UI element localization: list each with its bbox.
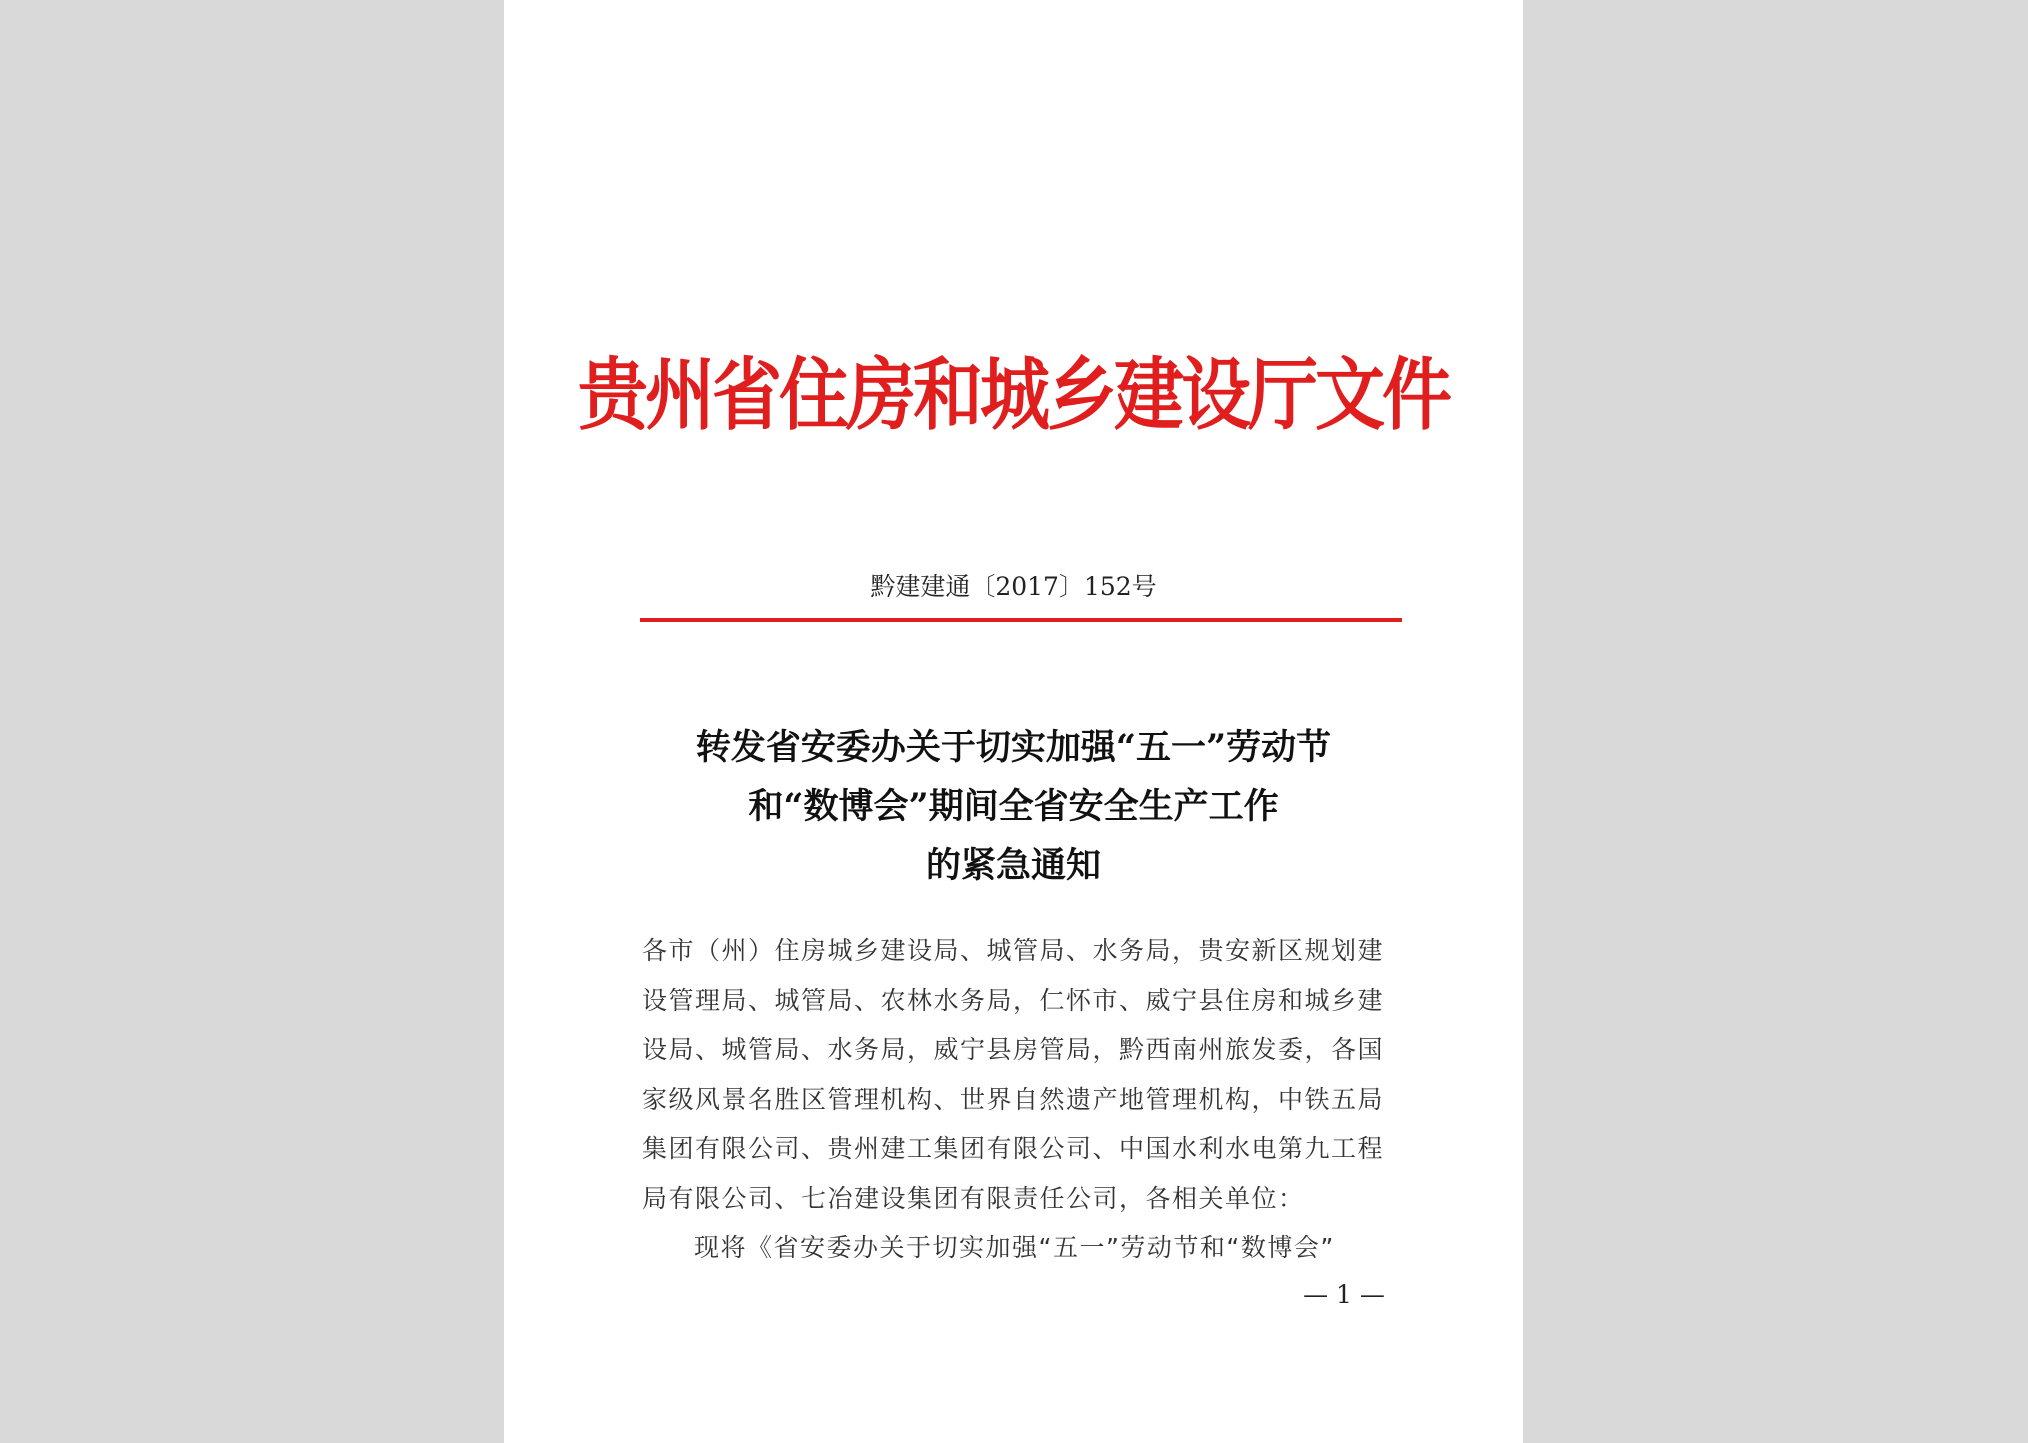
title-line: 和“数博会”期间全省安全生产工作 (748, 786, 1279, 827)
body-line: 集团有限公司、贵州建工集团有限公司、中国水利水电第九工程 (642, 1134, 1385, 1163)
title-line: 转发省安委办关于切实加强“五一”劳动节 (695, 727, 1332, 768)
document-title (604, 718, 1423, 895)
document-header: 贵州省住房和城乡建设厅文件 (578, 347, 1449, 441)
body-line: 局有限公司、七冶建设集团有限责任公司，各相关单位： (642, 1183, 1305, 1213)
page-number: — 1 — (1303, 1280, 1385, 1309)
title-line: 的紧急通知 (925, 845, 1101, 886)
body-line: 家级风景名胜区管理机构、世界自然遗产地管理机构，中铁五局 (642, 1084, 1385, 1114)
body-line: 设局、城管局、水务局，威宁县房管局，黔西南州旅发委，各国 (642, 1035, 1385, 1064)
body-line: 各市（州）住房城乡建设局、城管局、水务局，贵安新区规划建 (642, 936, 1385, 965)
body-line: 设管理局、城管局、农林水务局，仁怀市、威宁县住房和城乡建 (642, 985, 1385, 1015)
body-paragraph-start: 现将《省安委办关于切实加强“五一”劳动节和“数博会” (694, 1233, 1335, 1262)
document-page (504, 0, 1523, 1443)
document-number: 黔建建通〔2017〕152号 (870, 572, 1157, 601)
header-divider (640, 618, 1402, 622)
document-body (642, 926, 1402, 1273)
